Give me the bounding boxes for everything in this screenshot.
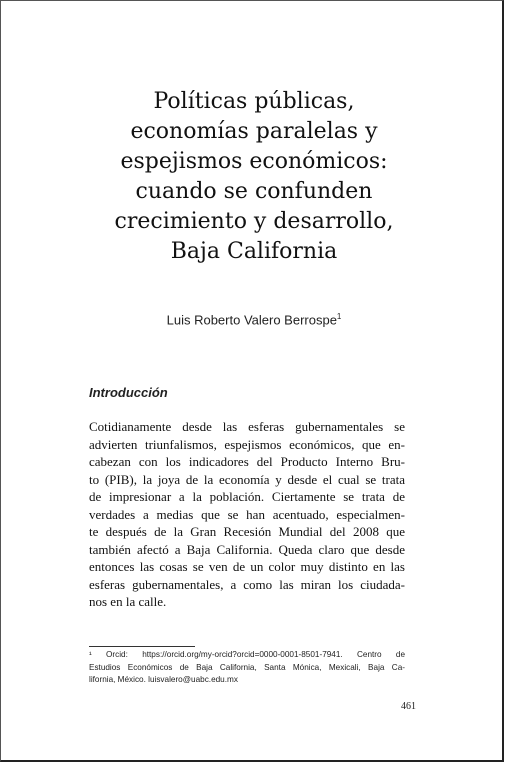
title-line: espejismos económicos: — [120, 149, 388, 174]
body-line: to (PIB), la joya de la economía y desde el cual se trata — [89, 471, 405, 487]
chapter-title — [61, 87, 447, 267]
page-number: 461 — [401, 701, 416, 712]
title-line: cuando se confunden — [135, 179, 373, 204]
title-line: economías paralelas y — [130, 119, 378, 144]
body-line: cabezan con los indicadores del Producto Interno Bru- — [89, 454, 405, 469]
body-line: te después de la Gran Recesión Mundial del 2008 que — [89, 524, 405, 539]
body-line: advierten triunfalismos, espejismos económicos, que en- — [89, 436, 405, 452]
body-line: verdades a medias que se han acentuado, especialmen- — [89, 506, 405, 522]
author-footnote-mark: 1 — [336, 312, 342, 321]
author-name: Luis Roberto Valero Berrospe — [166, 312, 337, 328]
body-line: esferas gubernamentales, a como las miran los ciudada- — [89, 576, 405, 592]
title-line: Políticas públicas, — [153, 89, 355, 114]
body-line: entonces las cosas se ven de un color muy distinto en las — [89, 559, 405, 574]
section-heading: Introducción — [89, 385, 168, 400]
body-line: de impresionar a la población. Ciertamente se trata de — [89, 489, 405, 504]
footnote-line: ¹ Orcid: https://orcid.org/my-orcid?orcid=0000-0001-8501-7941. Centro de — [89, 650, 405, 659]
body-line: también afectó a Baja California. Queda claro que desde — [89, 541, 405, 557]
footnote-line: Estudios Económicos de Baja California, Santa Mónica, Mexicali, Baja Ca- — [89, 662, 405, 672]
title-line: Baja California — [170, 239, 338, 264]
author-line — [61, 312, 447, 327]
body-line: Cotidianamente desde las esferas gubernamentales se — [89, 419, 405, 434]
body-paragraph — [89, 418, 405, 611]
footnote-divider — [89, 646, 195, 647]
title-line: crecimiento y desarrollo, — [114, 209, 394, 234]
footnote — [89, 649, 405, 687]
footnote-line: lifornia, México. luisvalero@uabc.edu.mx — [89, 675, 238, 684]
body-line: nos en la calle. — [89, 594, 167, 609]
